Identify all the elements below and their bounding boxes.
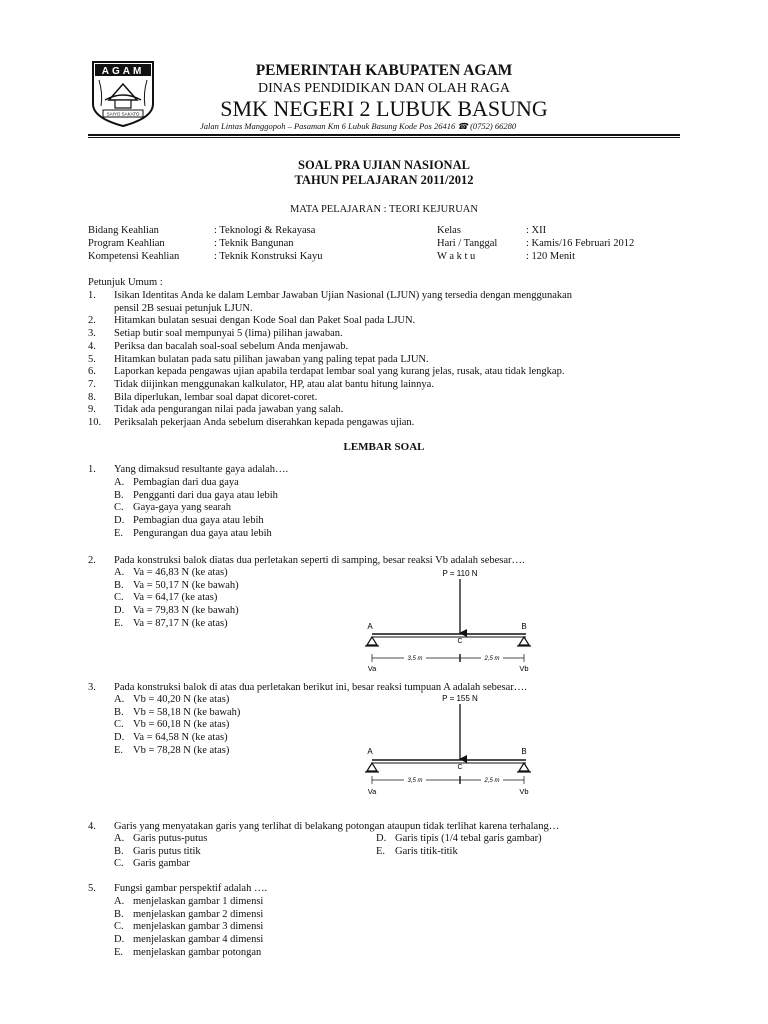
option-letter: A. — [114, 477, 125, 488]
option-letter: A. — [114, 896, 125, 907]
option-text: Garis tipis (1/4 tebal garis gambar) — [395, 833, 542, 844]
petunjuk-item — [0, 404, 768, 417]
answer-option[interactable] — [0, 502, 768, 515]
option-text: Vb = 60,18 N (ke atas) — [133, 719, 230, 731]
petunjuk-item — [0, 366, 768, 379]
petunjuk-text: Periksalah pekerjaan Anda sebelum diserahkan kepada pengawas ujian. — [114, 417, 415, 428]
question-stem — [0, 464, 768, 477]
answer-option[interactable] — [0, 528, 768, 541]
option-letter: D. — [376, 833, 387, 844]
question-text: Garis yang menyatakan garis yang terlihat di belakang potongan ataupun tidak terlihat karena terhalang… — [114, 821, 560, 832]
dimension-2: 2,5 m — [484, 656, 500, 662]
option-letter: A. — [114, 694, 125, 705]
answer-option[interactable] — [0, 477, 768, 490]
question-number: 5. — [88, 883, 96, 894]
option-text: Vb = 58,18 N (ke bawah) — [133, 706, 241, 718]
option-text: menjelaskan gambar 3 dimensi — [133, 921, 264, 933]
petunjuk-text: Hitamkan bulatan pada satu pilihan jawaban yang paling tepat pada LJUN. — [114, 353, 429, 365]
option-letter: C. — [114, 858, 124, 870]
option-text: Garis putus-putus — [133, 833, 208, 844]
petunjuk-item — [0, 392, 768, 405]
dimension-1: 3,5 m — [407, 778, 423, 784]
option-text: Vb = 78,28 N (ke atas) — [133, 744, 230, 756]
question-stem — [0, 555, 768, 568]
info-label: Program Keahlian — [88, 238, 165, 249]
option-letter: C. — [114, 592, 124, 604]
option-letter: B. — [114, 845, 124, 857]
question-number: 3. — [88, 682, 96, 693]
info-row — [0, 251, 768, 264]
petunjuk-number: 6. — [88, 366, 96, 378]
question-text: Pada konstruksi balok diatas dua perletakan seperti di samping, besar reaksi Vb adalah sebesar…. — [114, 555, 525, 566]
option-letter: B. — [114, 489, 124, 501]
logo-text: AGAM — [101, 66, 145, 77]
beam-diagram-q3 — [358, 691, 548, 799]
header-address: Jalan Lintas Manggopoh – Pasaman Km 6 Lubuk Basung Kode Pos 26416 ☎ (0752) 66280 — [200, 121, 517, 131]
answer-option[interactable] — [0, 490, 768, 503]
petunjuk-text: Hitamkan bulatan sesuai dengan Kode Soal dan Paket Soal pada LJUN. — [114, 315, 416, 327]
question-number: 4. — [88, 821, 96, 832]
option-letter: D. — [114, 605, 125, 617]
lembar-soal-heading: LEMBAR SOAL — [343, 441, 425, 453]
petunjuk-text: Periksa dan bacalah soal-soal sebelum Anda menjawab. — [114, 340, 349, 352]
option-letter: B. — [114, 908, 124, 920]
option-letter: E. — [114, 946, 124, 958]
petunjuk-text: Bila diperlukan, lembar soal dapat dicoret-coret. — [114, 391, 318, 403]
petunjuk-item — [0, 303, 768, 316]
label-c: C — [457, 638, 463, 645]
petunjuk-number: 3. — [88, 328, 96, 340]
petunjuk-heading: Petunjuk Umum : — [88, 277, 163, 288]
petunjuk-text: Setiap butir soal mempunyai 5 (lima) pilihan jawaban. — [114, 328, 343, 340]
label-va: Va — [367, 664, 377, 672]
option-letter: B. — [114, 579, 124, 591]
question-number: 2. — [88, 555, 96, 566]
petunjuk-number: 5. — [88, 353, 96, 365]
load-label: P = 155 N — [442, 694, 478, 703]
info-value-2: : 120 Menit — [526, 251, 575, 262]
info-label-2: W a k t u — [437, 251, 476, 262]
petunjuk-text: Tidak ada pengurangan nilai pada jawaban yang salah. — [114, 404, 344, 416]
label-vb: Vb — [519, 664, 529, 672]
option-text: Va = 50,17 N (ke bawah) — [133, 579, 239, 591]
option-text: Garis putus titik — [133, 845, 201, 857]
option-letter: E. — [114, 527, 124, 539]
answer-option[interactable] — [0, 934, 768, 947]
petunjuk-item — [0, 328, 768, 341]
option-letter: C. — [114, 921, 124, 933]
petunjuk-text: Tidak diijinkan menggunakan kalkulator, HP, atau alat bantu hitung lainnya. — [114, 378, 434, 390]
exam-subject: MATA PELAJARAN : TEORI KEJURUAN — [290, 204, 478, 215]
option-letter: D. — [114, 515, 125, 527]
label-b: B — [521, 622, 527, 631]
option-text: Gaya-gaya yang searah — [133, 502, 231, 514]
option-text: menjelaskan gambar 4 dimensi — [133, 934, 264, 946]
answer-option[interactable] — [0, 947, 768, 960]
exam-year: TAHUN PELAJARAN 2011/2012 — [294, 173, 474, 187]
petunjuk-number: 9. — [88, 404, 96, 416]
option-text: Garis titik-titik — [395, 845, 458, 857]
option-text: Va = 79,83 N (ke bawah) — [133, 605, 239, 617]
support-b — [519, 637, 529, 645]
info-value-2: : XII — [526, 225, 547, 236]
option-letter: B. — [114, 706, 124, 718]
option-text: menjelaskan gambar potongan — [133, 946, 262, 958]
option-text: Pembagian dua gaya atau lebih — [133, 515, 264, 527]
option-text: Va = 64,58 N (ke atas) — [133, 732, 228, 744]
info-label: Bidang Keahlian — [88, 225, 159, 236]
petunjuk-item — [0, 379, 768, 392]
option-text: Pembagian dari dua gaya — [133, 477, 239, 488]
question-stem — [0, 883, 768, 896]
option-text: Va = 64,17 (ke atas) — [133, 592, 218, 604]
option-letter: E. — [376, 845, 386, 857]
header-gov: PEMERINTAH KABUPATEN AGAM — [255, 62, 513, 79]
info-row — [0, 225, 768, 238]
dimension-1: 3,5 m — [407, 656, 423, 662]
beam-diagram-q2 — [358, 567, 548, 672]
option-text: menjelaskan gambar 1 dimensi — [133, 896, 264, 907]
option-text: Va = 87,17 N (ke atas) — [133, 617, 228, 629]
load-label: P = 110 N — [442, 569, 478, 578]
label-b: B — [521, 747, 527, 756]
info-value-2: : Kamis/16 Februari 2012 — [526, 238, 635, 249]
question-stem — [0, 821, 768, 834]
label-a: A — [367, 622, 373, 631]
option-text: Pengganti dari dua gaya atau lebih — [133, 489, 278, 501]
petunjuk-number: 2. — [88, 315, 96, 327]
option-letter: C. — [114, 502, 124, 514]
header-divider-thin — [88, 137, 680, 138]
petunjuk-item — [0, 341, 768, 354]
petunjuk-number: 4. — [88, 340, 96, 352]
option-letter: A. — [114, 833, 125, 844]
petunjuk-item — [0, 290, 768, 303]
answer-option[interactable] — [0, 896, 768, 909]
support-a — [367, 763, 377, 771]
option-text: Va = 46,83 N (ke atas) — [133, 567, 228, 578]
dimension-2: 2,5 m — [484, 778, 500, 784]
option-text: menjelaskan gambar 2 dimensi — [133, 908, 264, 920]
petunjuk-item — [0, 315, 768, 328]
answer-option[interactable] — [0, 921, 768, 934]
option-letter: E. — [114, 617, 124, 629]
label-va: Va — [367, 787, 377, 796]
petunjuk-number: 7. — [88, 378, 96, 390]
option-letter: D. — [114, 934, 125, 946]
petunjuk-number: 10. — [88, 417, 102, 428]
info-label: Kompetensi Keahlian — [88, 251, 180, 262]
question-text: Fungsi gambar perspektif adalah …. — [114, 883, 268, 894]
info-value: : Teknologi & Rekayasa — [214, 225, 316, 236]
petunjuk-text: Laporkan kepada pengawas ujian apabila terdapat lembar soal yang kurang jelas, rusak, atau tidak lengkap. — [114, 366, 565, 378]
answer-option[interactable] — [0, 515, 768, 528]
logo-ribbon: SAIYO SAKATO — [106, 111, 140, 117]
info-label-2: Hari / Tanggal — [437, 238, 498, 249]
info-label-2: Kelas — [437, 225, 461, 236]
info-value: : Teknik Konstruksi Kayu — [214, 251, 323, 262]
header-school: SMK NEGERI 2 LUBUK BASUNG — [220, 96, 548, 121]
option-letter: A. — [114, 567, 125, 578]
exam-title: SOAL PRA UJIAN NASIONAL — [298, 158, 470, 172]
petunjuk-item — [0, 354, 768, 367]
option-text: Pengurangan dua gaya atau lebih — [133, 527, 272, 539]
question-number: 1. — [88, 464, 96, 475]
option-letter: C. — [114, 719, 124, 731]
option-text: Garis gambar — [133, 858, 190, 870]
header-divider — [88, 134, 680, 136]
option-text: Vb = 40,20 N (ke atas) — [133, 694, 230, 705]
label-a: A — [367, 747, 373, 756]
label-c: C — [457, 764, 463, 771]
petunjuk-number: 1. — [88, 290, 96, 301]
info-value: : Teknik Bangunan — [214, 238, 294, 249]
support-a — [367, 637, 377, 645]
header-dept: DINAS PENDIDIKAN DAN OLAH RAGA — [258, 81, 510, 96]
petunjuk-text: Isikan Identitas Anda ke dalam Lembar Jawaban Ujian Nasional (LJUN) yang tersedia dengan menggunakan — [114, 290, 573, 301]
question-text: Yang dimaksud resultante gaya adalah…. — [114, 464, 289, 475]
petunjuk-item — [0, 417, 768, 430]
petunjuk-text: pensil 2B sesuai petunjuk LJUN. — [114, 302, 253, 314]
answer-option[interactable] — [0, 909, 768, 922]
support-b — [519, 763, 529, 771]
question-text: Pada konstruksi balok di atas dua perletakan berikut ini, besar reaksi tumpuan A adalah sebesar…. — [114, 682, 527, 693]
petunjuk-number: 8. — [88, 391, 96, 403]
info-row — [0, 238, 768, 251]
option-letter: E. — [114, 744, 124, 756]
option-letter: D. — [114, 732, 125, 744]
label-vb: Vb — [519, 787, 529, 796]
